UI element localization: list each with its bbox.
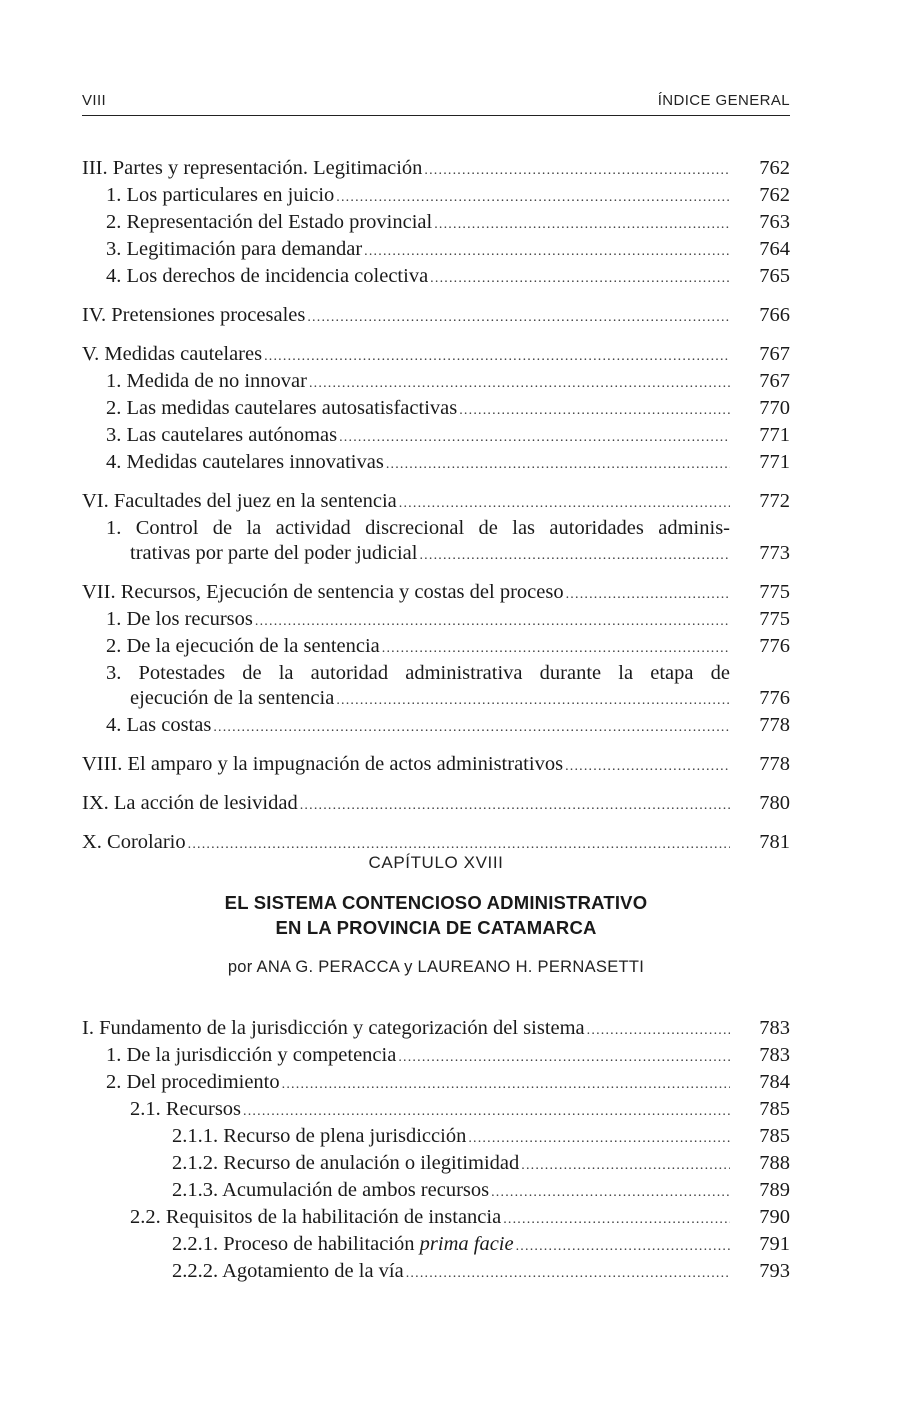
toc-page-number: 780 (759, 792, 790, 814)
toc-entry-text: 4. Las costas (106, 714, 212, 736)
toc-entry-text: 2.2. Requisitos de la habilitación de instancia (130, 1206, 502, 1228)
toc-page-number: 771 (759, 451, 790, 473)
toc-entry (82, 1151, 790, 1178)
toc-page-number: 772 (759, 490, 790, 512)
leader-dots (406, 1261, 730, 1286)
leader-dots (255, 609, 730, 634)
leader-dots (336, 688, 730, 713)
toc-entry-text: 2.2.2. Agotamiento de la vía (172, 1260, 404, 1282)
toc-entry (82, 1124, 790, 1151)
chapter-title (82, 890, 790, 940)
toc-entry (82, 1232, 790, 1259)
running-title: ÍNDICE GENERAL (657, 92, 790, 109)
toc-entry-text: III. Partes y representación. Legitimación (82, 157, 423, 179)
toc-entry (82, 1070, 790, 1097)
toc-page-number: 785 (759, 1125, 790, 1147)
toc-entry (82, 423, 790, 450)
toc-page-number: 770 (759, 397, 790, 419)
toc-entry (82, 1097, 790, 1124)
toc-page-number: 771 (759, 424, 790, 446)
toc-entry-text: 2. De la ejecución de la sentencia (106, 635, 380, 657)
leader-dots (382, 636, 730, 661)
toc-page-number: 765 (759, 265, 790, 287)
toc-entry (82, 1016, 790, 1043)
toc-entry-text: V. Medidas cautelares (82, 343, 263, 365)
toc-entry-text: 2.1.3. Acumulación de ambos recursos (172, 1179, 490, 1201)
toc-entry (82, 369, 790, 396)
toc-page-number: 773 (759, 542, 790, 564)
leader-dots (516, 1234, 730, 1259)
toc-page-number: 778 (759, 753, 790, 775)
toc-entry (82, 1205, 790, 1232)
toc-page-number: 791 (759, 1233, 790, 1255)
toc-page-number: 784 (759, 1071, 790, 1093)
toc-entry-text: 2.2.1. Proceso de habilitación prima facie (172, 1233, 514, 1255)
toc-page-number: 783 (759, 1044, 790, 1066)
toc-entry (82, 264, 790, 291)
toc-entry (82, 516, 790, 568)
toc-entry-text: VII. Recursos, Ejecución de sentencia y costas del proceso (82, 581, 564, 603)
toc-entry (82, 607, 790, 634)
chapter-authors: por ANA G. PERACCA y LAUREANO H. PERNASETTI (227, 958, 645, 976)
toc-entry-text: IV. Pretensiones procesales (82, 304, 306, 326)
leader-dots (424, 158, 730, 183)
toc-entry (82, 791, 790, 818)
leader-dots (419, 543, 730, 568)
toc-entry-text: 2. Del procedimiento (106, 1071, 280, 1093)
toc-entry (82, 210, 790, 237)
toc-entry-text: IX. La acción de lesividad (82, 792, 298, 814)
leader-dots (282, 1072, 730, 1097)
toc-page-number: 766 (759, 304, 790, 326)
leader-dots (243, 1099, 730, 1124)
toc-page-number: 767 (759, 343, 790, 365)
toc-page-number: 762 (759, 157, 790, 179)
leader-dots (339, 425, 730, 450)
toc-entry (82, 752, 790, 779)
toc-entry (82, 634, 790, 661)
toc-entry-text: I. Fundamento de la jurisdicción y categorización del sistema (82, 1017, 585, 1039)
leader-dots (430, 266, 730, 291)
toc-entry-text-line1: 3. Potestades de la autoridad administrativa durante la etapa de (106, 662, 730, 684)
leader-dots (459, 398, 730, 423)
toc-page-number: 775 (759, 608, 790, 630)
toc-entry-text: 1. Los particulares en juicio (106, 184, 335, 206)
leader-dots (587, 1018, 730, 1043)
leader-dots (300, 793, 730, 818)
toc-page-number: 781 (759, 831, 790, 853)
toc-page-number: 789 (759, 1179, 790, 1201)
toc-entry-text: 2.1.1. Recurso de plena jurisdicción (172, 1125, 467, 1147)
leader-dots (503, 1207, 730, 1232)
toc-entry (82, 1043, 790, 1070)
toc-entry-text-line1: 1. Control de la actividad discrecional de las autoridades adminis- (106, 517, 730, 539)
toc-entry-text: 1. De los recursos (106, 608, 253, 630)
leader-dots (336, 185, 730, 210)
leader-dots (399, 491, 730, 516)
toc-entry-text: ejecución de la sentencia (130, 687, 335, 709)
toc-block-chapter-xvii (82, 156, 790, 857)
page-number-header: VIII (82, 92, 107, 109)
toc-entry (82, 183, 790, 210)
toc-entry-text: 3. Las cautelares autónomas (106, 424, 338, 446)
toc-entry (82, 1178, 790, 1205)
toc-entry-text: 2.1. Recursos (130, 1098, 242, 1120)
toc-page-number: 763 (759, 211, 790, 233)
leader-dots (434, 212, 730, 237)
toc-entry-text: 2.1.2. Recurso de anulación o ilegitimidad (172, 1152, 520, 1174)
toc-entry-text: X. Corolario (82, 831, 186, 853)
toc-page-number: 785 (759, 1098, 790, 1120)
toc-page-number: 790 (759, 1206, 790, 1228)
leader-dots (307, 305, 730, 330)
toc-entry-italic: prima facie (419, 1233, 514, 1255)
leader-dots (398, 1045, 730, 1070)
toc-block-chapter-xviii (82, 1016, 790, 1286)
toc-page-number: 762 (759, 184, 790, 206)
toc-page-number: 767 (759, 370, 790, 392)
toc-entry (82, 713, 790, 740)
leader-dots (386, 452, 730, 477)
toc-entry (82, 489, 790, 516)
leader-dots (309, 371, 730, 396)
toc-entry-text: 1. De la jurisdicción y competencia (106, 1044, 397, 1066)
toc-entry (82, 237, 790, 264)
leader-dots (565, 754, 730, 779)
leader-dots (491, 1180, 730, 1205)
leader-dots (521, 1153, 730, 1178)
toc-entry (82, 156, 790, 183)
toc-entry (82, 450, 790, 477)
toc-entry (82, 1259, 790, 1286)
toc-entry (82, 580, 790, 607)
toc-page-number: 788 (759, 1152, 790, 1174)
toc-page-number: 793 (759, 1260, 790, 1282)
chapter-title-line-2: EN LA PROVINCIA DE CATAMARCA (275, 917, 597, 938)
chapter-title-line-1: EL SISTEMA CONTENCIOSO ADMINISTRATIVO (224, 892, 648, 913)
toc-page-number: 778 (759, 714, 790, 736)
running-header (82, 89, 790, 116)
toc-entry-text: 4. Los derechos de incidencia colectiva (106, 265, 429, 287)
leader-dots (213, 715, 730, 740)
toc-entry (82, 342, 790, 369)
toc-entry (82, 396, 790, 423)
toc-entry (82, 303, 790, 330)
chapter-label: CAPÍTULO XVIII (368, 853, 504, 872)
toc-entry-text: 4. Medidas cautelares innovativas (106, 451, 384, 473)
leader-dots (364, 239, 730, 264)
leader-dots (566, 582, 730, 607)
toc-entry (82, 661, 790, 713)
toc-page-number: 783 (759, 1017, 790, 1039)
toc-page-number: 775 (759, 581, 790, 603)
leader-dots (468, 1126, 730, 1151)
toc-entry-text: VI. Facultades del juez en la sentencia (82, 490, 397, 512)
toc-entry-text: 1. Medida de no innovar (106, 370, 307, 392)
toc-entry-text: 2. Las medidas cautelares autosatisfactivas (106, 397, 458, 419)
toc-entry-text: trativas por parte del poder judicial (130, 542, 418, 564)
toc-page-number: 776 (759, 635, 790, 657)
toc-entry-text: VIII. El amparo y la impugnación de actos administrativos (82, 753, 564, 775)
toc-page-number: 764 (759, 238, 790, 260)
toc-page-number: 776 (759, 687, 790, 709)
toc-entry-text: 2. Representación del Estado provincial (106, 211, 433, 233)
leader-dots (264, 344, 730, 369)
toc-entry-text: 3. Legitimación para demandar (106, 238, 363, 260)
